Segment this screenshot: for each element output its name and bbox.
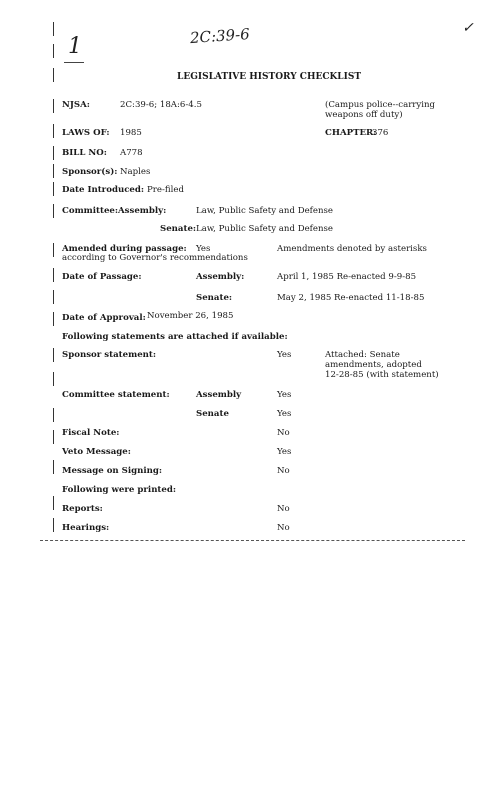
approval-label: Date of Approval: xyxy=(62,313,146,323)
laws-of-label: LAWS OF: xyxy=(62,128,110,138)
date-introduced-value: Pre-filed xyxy=(147,185,184,195)
margin-bar xyxy=(53,348,54,362)
passage-senate-value: May 2, 1985 Re-enacted 11-18-85 xyxy=(277,293,425,303)
committee-label: Committee: xyxy=(62,206,119,216)
margin-bar xyxy=(53,268,54,282)
reports-value: No xyxy=(277,504,290,514)
margin-bar xyxy=(53,44,54,58)
fiscal-note-label: Fiscal Note: xyxy=(62,428,120,438)
margin-bar xyxy=(53,164,54,178)
following-printed-heading: Following were printed: xyxy=(62,485,177,495)
committee-statement-senate-value: Yes xyxy=(277,409,292,419)
margin-bar xyxy=(53,204,54,218)
margin-bar xyxy=(53,312,54,326)
njsa-label: NJSA: xyxy=(62,100,90,110)
page-title: LEGISLATIVE HISTORY CHECKLIST xyxy=(177,72,362,82)
message-on-signing-value: No xyxy=(277,466,290,476)
committee-senate-label: Senate: xyxy=(160,224,197,234)
veto-message-value: Yes xyxy=(277,447,292,457)
handwritten-code: 2C:39-6 xyxy=(189,24,251,48)
chapter-label: CHAPTER: xyxy=(325,128,377,138)
passage-assembly-label: Assembly: xyxy=(196,272,245,282)
margin-bar xyxy=(53,372,54,386)
margin-bar xyxy=(53,243,54,257)
bottom-rule xyxy=(40,540,465,541)
margin-bar xyxy=(53,460,54,474)
committee-statement-senate-label: Senate xyxy=(196,409,229,419)
margin-bar xyxy=(53,146,54,160)
laws-of-value: 1985 xyxy=(120,128,142,138)
amended-label: Amended during passage: xyxy=(62,244,187,254)
margin-bar xyxy=(53,496,54,510)
margin-bar xyxy=(53,99,54,113)
margin-bar xyxy=(53,518,54,532)
chapter-value: 376 xyxy=(372,128,389,138)
date-introduced-label: Date Introduced: xyxy=(62,185,145,195)
message-on-signing-label: Message on Signing: xyxy=(62,466,163,476)
approval-value: November 26, 1985 xyxy=(147,311,234,321)
committee-statement-assembly-value: Yes xyxy=(277,390,292,400)
hearings-value: No xyxy=(277,523,290,533)
committee-assembly-value: Law, Public Safety and Defense xyxy=(196,206,333,216)
sponsor-statement-label: Sponsor statement: xyxy=(62,350,157,360)
margin-bar xyxy=(53,22,54,36)
sponsor-statement-note-2: amendments, adopted xyxy=(325,360,422,370)
bill-no-label: BILL NO: xyxy=(62,148,107,158)
following-attached-heading: Following statements are attached if available: xyxy=(62,332,288,342)
handwritten-margin-mark: 1 xyxy=(68,34,82,59)
committee-assembly-label: Assembly: xyxy=(118,206,167,216)
passage-senate-label: Senate: xyxy=(196,293,233,303)
fiscal-note-value: No xyxy=(277,428,290,438)
margin-bar xyxy=(53,430,54,444)
sponsors-value: Naples xyxy=(120,167,151,177)
sponsor-statement-note-1: Attached: Senate xyxy=(325,350,400,360)
margin-bar xyxy=(53,290,54,304)
margin-bar xyxy=(53,182,54,196)
handwritten-underline xyxy=(64,62,84,63)
sponsor-statement-value: Yes xyxy=(277,350,292,360)
margin-bar xyxy=(53,124,54,138)
bill-no-value: A778 xyxy=(120,148,143,158)
reports-label: Reports: xyxy=(62,504,103,514)
sponsor-statement-note-3: 12-28-85 (with statement) xyxy=(325,370,439,380)
veto-message-label: Veto Message: xyxy=(62,447,131,457)
passage-assembly-value: April 1, 1985 Re-enacted 9-9-85 xyxy=(277,272,417,282)
amended-value: Yes xyxy=(196,244,211,254)
njsa-value: 2C:39-6; 18A:6-4.5 xyxy=(120,100,202,110)
committee-senate-value: Law, Public Safety and Defense xyxy=(196,224,333,234)
committee-statement-label: Committee statement: xyxy=(62,390,170,400)
margin-bar xyxy=(53,408,54,422)
margin-bar xyxy=(53,68,54,82)
committee-statement-assembly-label: Assembly xyxy=(196,390,242,400)
sponsors-label: Sponsor(s): xyxy=(62,167,118,177)
hearings-label: Hearings: xyxy=(62,523,110,533)
passage-label: Date of Passage: xyxy=(62,272,142,282)
amended-note: Amendments denoted by asterisks xyxy=(277,244,427,254)
njsa-note: (Campus police--carrying weapons off duty) xyxy=(325,100,436,120)
check-mark-icon: ✓ xyxy=(462,20,474,36)
amended-note-2: according to Governor's recommendations xyxy=(62,253,248,263)
